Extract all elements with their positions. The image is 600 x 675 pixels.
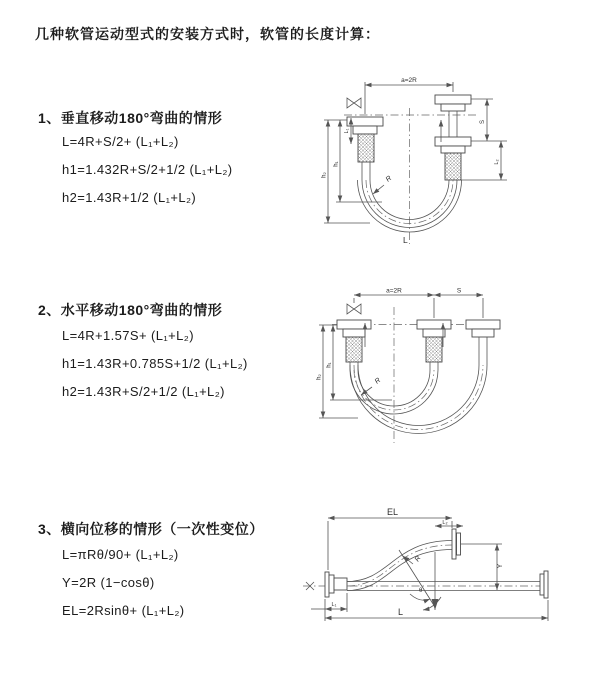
section-3-formula-EL: EL=2Rsinθ+ (L₁+L₂) — [62, 603, 185, 618]
d3-dim-label-el: EL — [387, 507, 399, 517]
section-3-formula-L: L=πRθ/90+ (L₁+L₂) — [62, 547, 179, 562]
valve-icon — [347, 304, 361, 314]
page-title: 几种软管运动型式的安装方式时，软管的长度计算： — [35, 26, 380, 42]
d1-dim-label-s: S — [480, 119, 486, 125]
diagram-horizontal-180-bend — [300, 285, 540, 460]
d2-dim-label-s: S — [456, 287, 462, 295]
section-2-formula-h1: h1=1.43R+0.785S+1/2 (L₁+L₂) — [62, 356, 248, 371]
diagram-lateral-displacement — [295, 500, 555, 640]
section-1-heading: 1、垂直移动180°弯曲的情形 — [38, 110, 223, 126]
d2-dim-label-h1: h₁ — [326, 362, 333, 368]
d2-radius-label: R — [373, 376, 383, 386]
diagram-vertical-180-bend — [300, 70, 535, 260]
d3-dim-label-y: Y — [497, 563, 504, 569]
d1-length-label: L — [403, 235, 408, 245]
diagram-1-linework — [321, 82, 507, 244]
d3-angle-label: θ — [419, 588, 423, 594]
section-3-heading: 3、横向位移的情形（一次性变位） — [38, 521, 264, 537]
d2-dim-label-h2: h₂ — [316, 374, 323, 380]
d1-radius-label: R — [384, 174, 394, 184]
d1-dim-label-h1: h₁ — [333, 161, 340, 167]
diagram-3-linework — [303, 518, 548, 621]
section-1-formula-L: L=4R+S/2+ (L₁+L₂) — [62, 134, 179, 149]
section-1-formula-h1: h1=1.432R+S/2+1/2 (L₁+L₂) — [62, 162, 233, 177]
section-1-formula-h2: h2=1.43R+1/2 (L₁+L₂) — [62, 190, 197, 205]
d1-dim-label-l1: L₁ — [344, 128, 350, 134]
section-3-formula-Y: Y=2R (1−cosθ) — [62, 575, 155, 590]
d2-dim-label-a2r: a=2R — [386, 287, 402, 295]
d1-dim-label-a2r: a=2R — [401, 77, 417, 84]
d1-dim-label-h2: h₂ — [321, 172, 328, 178]
section-2-formula-L: L=4R+1.57S+ (L₁+L₂) — [62, 328, 194, 343]
section-2-formula-h2: h2=1.43R+S/2+1/2 (L₁+L₂) — [62, 384, 225, 399]
valve-icon — [347, 98, 361, 108]
d3-dim-label-l2: L₂ — [442, 520, 448, 526]
d3-dim-label-l1: L₁ — [331, 602, 337, 608]
diagram-2-linework — [316, 295, 500, 443]
d1-dim-label-l2: L₂ — [494, 159, 500, 165]
section-2-heading: 2、水平移动180°弯曲的情形 — [38, 302, 223, 318]
d3-radius-label: R — [413, 554, 423, 564]
d3-length-label: L — [398, 607, 404, 617]
